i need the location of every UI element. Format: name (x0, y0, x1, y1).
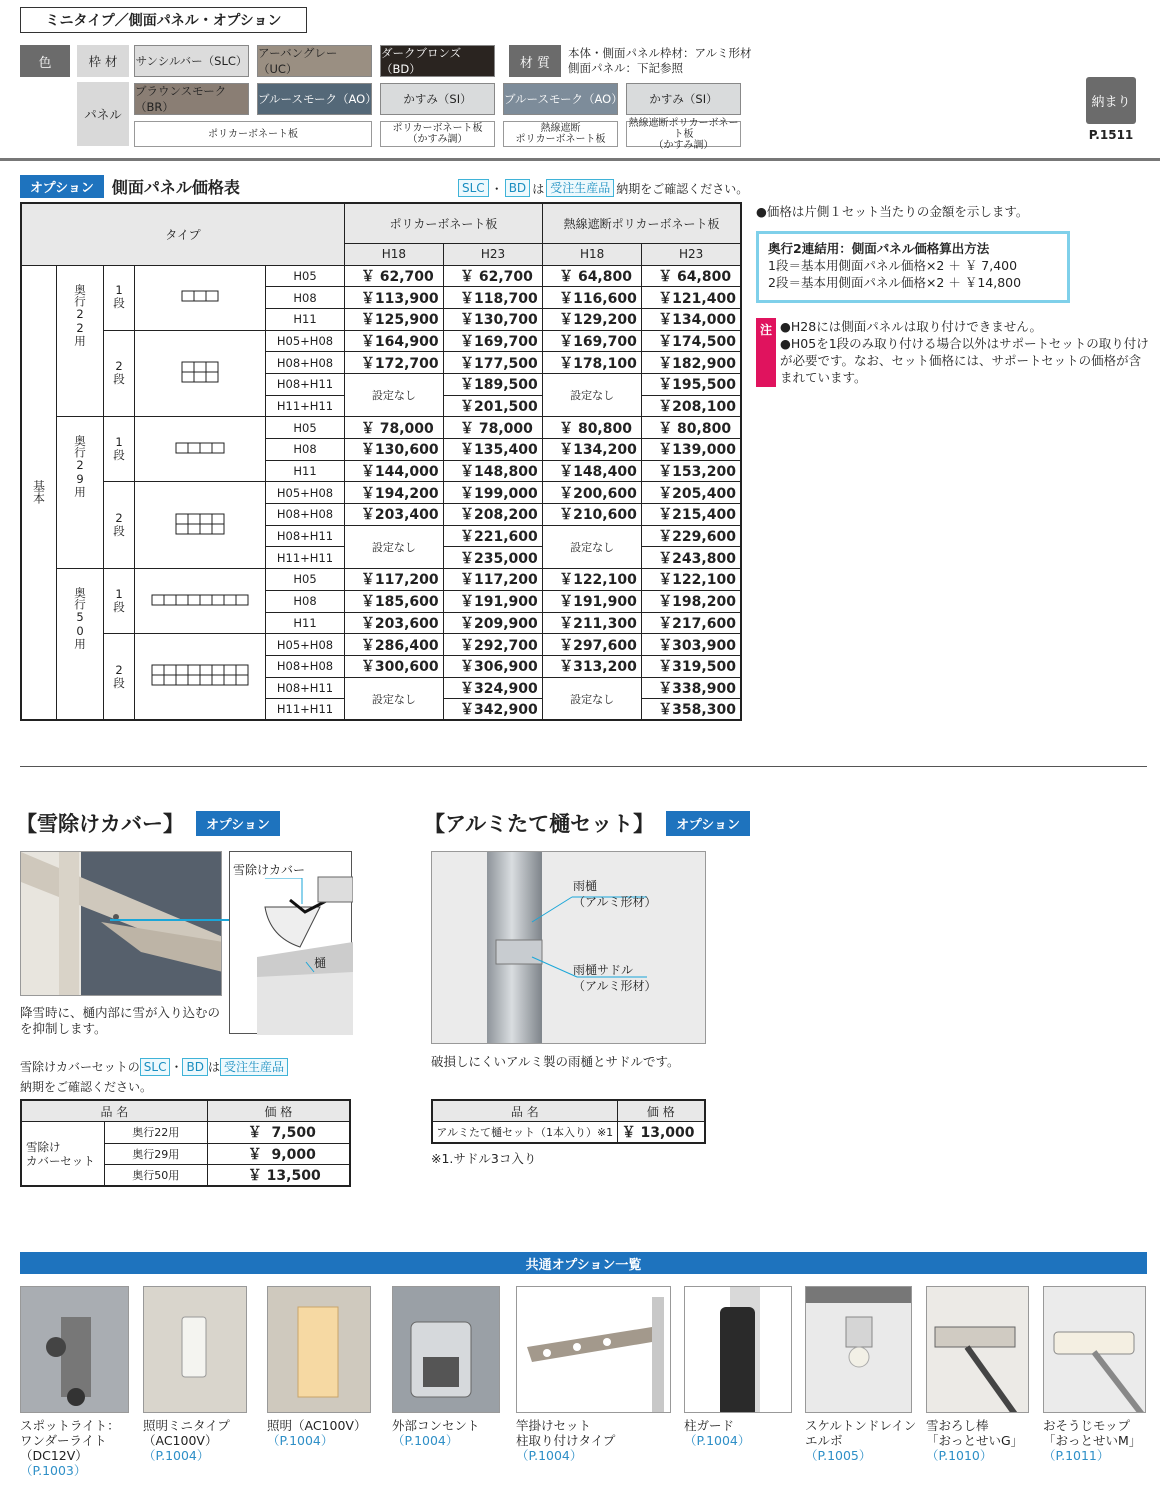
panel-material-note: 熱線遮断ポリカーボネート板 （かすみ調） (626, 121, 741, 147)
gutter-desc: 破損しにくいアルミ製の雨樋とサドルです。 (431, 1054, 680, 1069)
snow-cover-photo-art (21, 852, 222, 996)
snow-dot: ・ (170, 1060, 183, 1074)
section-divider (20, 766, 1147, 767)
wa-text: は (532, 181, 545, 196)
gutter-title: 【アルミたて樋セット】 (424, 812, 655, 836)
common-option-name: 外部コンセント (392, 1418, 480, 1433)
price-cell: ￥201,500 (443, 395, 542, 417)
price-cell: ￥178,100 (543, 352, 642, 374)
price-cell: ￥185,600 (344, 590, 443, 612)
size-cell: H11 (266, 308, 345, 330)
price-cell: ￥169,700 (443, 330, 542, 352)
panel-color-swatch: かすみ（SI） (380, 83, 495, 115)
price-cell: ￥117,200 (344, 569, 443, 591)
panel-type-icon (135, 417, 266, 482)
price-cell: ￥229,600 (642, 525, 741, 547)
price-cell: ￥153,200 (642, 460, 741, 482)
common-option-item[interactable] (684, 1418, 806, 1448)
price-cell: ￥199,000 (443, 482, 542, 504)
panel-color-swatch: ブルースモーク（AO） (503, 83, 618, 115)
price-cell: ￥116,600 (543, 287, 642, 309)
snow-note-pre: 雪除けカバーセットの (20, 1060, 140, 1074)
price-cell: ￥182,900 (642, 352, 741, 374)
gutter-footnote: ※1.サドル3コ入り (431, 1151, 537, 1166)
price-cell: ￥122,100 (642, 569, 741, 591)
common-option-item[interactable] (392, 1418, 514, 1448)
material-line-1: 本体・側面パネル枠材：アルミ形材 (568, 46, 752, 60)
snow-note-post: 納期をご確認ください。 (20, 1080, 153, 1094)
dot: ・ (490, 181, 503, 196)
dan-cell (104, 330, 135, 417)
price-cell: ￥303,900 (642, 634, 741, 656)
price-cell: ￥194,200 (344, 482, 443, 504)
price-cell: ￥130,600 (344, 439, 443, 461)
gutter-photo (431, 851, 706, 1044)
common-option-name: 竿掛けセット 柱取り付けタイプ (516, 1418, 616, 1448)
calc-box (756, 231, 1070, 303)
snow-cover-heading (16, 808, 280, 838)
option-title: 側面パネル価格表 (111, 178, 240, 197)
snow-row-price: ￥ 13,500 (207, 1165, 350, 1187)
snow-cover-connector (110, 919, 230, 921)
warning-notes (780, 318, 1152, 386)
frame-color-swatch: サンシルバー（SLC） (134, 45, 249, 77)
size-cell: H08+H08 (266, 504, 345, 526)
size-cell: H11 (266, 612, 345, 634)
gutter-product: アルミたて樋セット（1本入り）※1 (432, 1122, 617, 1144)
panel-grid-icon (175, 442, 225, 454)
price-cell: ￥129,200 (543, 308, 642, 330)
price-cell: ￥148,800 (443, 460, 542, 482)
common-option-name: 照明ミニタイプ （AC100V） (143, 1418, 230, 1448)
warning-2: ●H05を1段のみ取り付ける場合以外はサポートセットの取り付けが必要です。なお、セット価格には、サポートセットの価格が含まれています。 (780, 336, 1149, 385)
size-cell: H08+H08 (266, 352, 345, 374)
common-option-item[interactable] (805, 1418, 926, 1463)
price-cell: ￥ 78,000 (443, 417, 542, 439)
price-cell: ￥ 62,700 (344, 265, 443, 287)
price-cell: ￥286,400 (344, 634, 443, 656)
price-cell: ￥ 80,800 (642, 417, 741, 439)
price-cell: ￥ 62,700 (443, 265, 542, 287)
snow-cover-title: 【雪除けカバー】 (16, 812, 184, 836)
header-rule (0, 158, 1160, 161)
price-cell: ￥ 64,800 (543, 265, 642, 287)
common-option-page[interactable]: （P.1010） (926, 1448, 993, 1463)
option-note-text: 納期をご確認ください。 (616, 181, 749, 196)
gutter-price: ￥ 13,000 (617, 1122, 705, 1144)
size-cell: H11+H11 (266, 699, 345, 721)
common-option-name: 照明（AC100V） (267, 1418, 367, 1433)
price-cell: ￥122,100 (543, 569, 642, 591)
mini-light-photo (143, 1286, 247, 1413)
snow-cover-diagram (229, 851, 352, 1034)
price-cell: ￥125,900 (344, 308, 443, 330)
price-cell: ￥210,600 (543, 504, 642, 526)
pillar-guard-photo (684, 1286, 792, 1413)
pole-hanger-photo (516, 1286, 671, 1413)
color-label: 色 (20, 45, 70, 77)
none-cell: 設定なし (543, 373, 642, 416)
dan-cell (104, 482, 135, 569)
price-cell: ￥338,900 (642, 677, 741, 699)
price-cell: ￥118,700 (443, 287, 542, 309)
none-cell: 設定なし (543, 677, 642, 720)
price-cell: ￥313,200 (543, 655, 642, 677)
panel-color-swatch: ブラウンスモーク（BR） (134, 83, 249, 115)
price-cell: ￥319,500 (642, 655, 741, 677)
price-cell: ￥300,600 (344, 655, 443, 677)
col-h18-header: H18 (344, 243, 443, 265)
skeleton-drain-elbow-photo (805, 1286, 912, 1413)
price-cell: ￥148,400 (543, 460, 642, 482)
slc-tag: SLC (458, 179, 489, 197)
common-option-page[interactable]: （P.1004） (392, 1433, 459, 1448)
price-note: ●価格は片側１セット当たりの金額を示します。 (756, 204, 1029, 219)
price-cell: ￥121,400 (642, 287, 741, 309)
panel-type-icon (135, 330, 266, 417)
price-cell: ￥203,400 (344, 504, 443, 526)
light-photo (267, 1286, 371, 1413)
price-cell: ￥130,700 (443, 308, 542, 330)
none-cell: 設定なし (344, 525, 443, 568)
price-cell: ￥297,600 (543, 634, 642, 656)
price-cell: ￥113,900 (344, 287, 443, 309)
snow-slc-tag: SLC (140, 1058, 171, 1076)
price-cell: ￥243,800 (642, 547, 741, 569)
price-cell: ￥ 64,800 (642, 265, 741, 287)
common-option-item[interactable] (143, 1418, 261, 1463)
size-cell: H08 (266, 287, 345, 309)
panel-type-icon (135, 265, 266, 330)
page-title-box (20, 7, 307, 33)
dan-cell (104, 265, 135, 330)
price-cell: ￥292,700 (443, 634, 542, 656)
size-cell: H05+H08 (266, 482, 345, 504)
panel-grid-icon (181, 290, 219, 302)
depth-label (57, 265, 104, 417)
size-cell: H11+H11 (266, 395, 345, 417)
snow-cover-desc: 降雪時に、樋内部に雪が入り込むのを抑制します。 (20, 1005, 221, 1036)
option-note (458, 179, 748, 197)
none-cell: 設定なし (344, 677, 443, 720)
panel-material-note: ポリカーボネート板 （かすみ調） (380, 121, 495, 147)
size-cell: H08 (266, 439, 345, 461)
price-cell: ￥164,900 (344, 330, 443, 352)
cleaning-mop-photo (1043, 1286, 1146, 1413)
dan-text: 1段 (112, 435, 126, 461)
frame-color-swatch: ダークブロンズ（BD） (380, 45, 495, 77)
common-option-page[interactable]: （P.1004） (684, 1433, 751, 1448)
size-cell: H08 (266, 590, 345, 612)
snow-made-to-order-tag: 受注生産品 (220, 1058, 288, 1076)
price-cell: ￥358,300 (642, 699, 741, 721)
dan-cell (104, 634, 135, 721)
common-option-page[interactable]: （P.1011） (1043, 1448, 1110, 1463)
common-option-name: おそうじモップ 「おっとせいM」 (1043, 1418, 1142, 1448)
option-badge: オプション (20, 175, 104, 198)
common-option-page[interactable]: （P.1004） (143, 1448, 210, 1463)
page-ref: P.1511 (1088, 128, 1134, 142)
snow-row-name: 奥行22用 (104, 1122, 207, 1144)
label-pipe: 雨樋 （アルミ形材） (573, 879, 657, 909)
material-label: 材 質 (509, 45, 561, 77)
price-cell: ￥134,000 (642, 308, 741, 330)
price-cell: ￥191,900 (543, 590, 642, 612)
bd-tag: BD (505, 179, 530, 197)
snow-col-price: 価 格 (207, 1100, 350, 1122)
price-cell: ￥177,500 (443, 352, 542, 374)
price-cell: ￥134,200 (543, 439, 642, 461)
dan-text: 2段 (112, 359, 126, 385)
label-cover: 雪除けカバー (233, 863, 306, 877)
snow-bd-tag: BD (182, 1058, 207, 1076)
frame-label: 枠 材 (77, 45, 129, 77)
size-cell: H11 (266, 460, 345, 482)
snow-wa: は (207, 1060, 220, 1074)
snow-row-name: 奥行50用 (104, 1165, 207, 1187)
panel-type-icon (135, 482, 266, 569)
price-cell: ￥306,900 (443, 655, 542, 677)
depth-label (57, 417, 104, 569)
depth-text: 奥行22用 (73, 283, 87, 346)
panel-material-note: ポリカーボネート板 (134, 121, 372, 147)
size-cell: H05 (266, 417, 345, 439)
size-cell: H11+H11 (266, 547, 345, 569)
dan-text: 1段 (112, 283, 126, 309)
panel-grid-icon (175, 513, 225, 535)
gutter-badge: オプション (666, 811, 750, 836)
price-cell: ￥144,000 (344, 460, 443, 482)
snow-cover-diagram-art (230, 852, 353, 1035)
common-option-page[interactable]: （P.1004） (267, 1433, 334, 1448)
none-cell: 設定なし (344, 373, 443, 416)
snow-cover-note (20, 1057, 320, 1097)
price-cell: ￥203,600 (344, 612, 443, 634)
price-cell: ￥200,600 (543, 482, 642, 504)
calc-line-2: 2段＝基本用側面パネル価格×2 ＋ ￥14,800 (768, 275, 1022, 290)
price-cell: ￥208,100 (642, 395, 741, 417)
price-cell: ￥221,600 (443, 525, 542, 547)
panel-type-icon (135, 634, 266, 721)
dan-text: 2段 (112, 662, 126, 689)
material-line-2: 側面パネル：下記参照 (568, 61, 683, 75)
snow-product-name: 雪除け カバーセット (21, 1122, 104, 1187)
price-cell: ￥205,400 (642, 482, 741, 504)
common-option-page[interactable]: （P.1005） (805, 1448, 872, 1463)
warning-1: ●H28には側面パネルは取り付けできません。 (780, 319, 1042, 334)
price-cell: ￥117,200 (443, 569, 542, 591)
price-cell: ￥215,400 (642, 504, 741, 526)
col-heat-header: 熱線遮断ポリカーボネート板 (543, 203, 741, 243)
made-to-order-tag: 受注生産品 (546, 179, 614, 197)
type-header: タイプ (21, 203, 344, 265)
depth-text: 奥行50用 (73, 587, 87, 650)
common-option-name: スケルトンドレイン エルボ (805, 1418, 917, 1448)
snow-cover-price-table (20, 1099, 351, 1187)
col-h23-header: H23 (642, 243, 741, 265)
size-cell: H08+H11 (266, 525, 345, 547)
gutter-photo-art (432, 852, 706, 1044)
size-cell: H05 (266, 265, 345, 287)
label-saddle: 雨樋サドル （アルミ形材） (573, 963, 657, 993)
size-cell: H05 (266, 569, 345, 591)
price-cell: ￥342,900 (443, 699, 542, 721)
common-option-page[interactable]: （P.1003） (20, 1463, 87, 1478)
panel-label: パネル (77, 82, 129, 146)
material-text (568, 46, 752, 76)
snow-row-name: 奥行29用 (104, 1143, 207, 1165)
price-cell: ￥169,700 (543, 330, 642, 352)
common-options-bar: 共通オプション一覧 (20, 1252, 1147, 1274)
col-poly-header: ポリカーボネート板 (344, 203, 542, 243)
price-cell: ￥235,000 (443, 547, 542, 569)
panel-grid-icon (181, 361, 219, 383)
page-ref-button[interactable]: 納まり (1086, 77, 1136, 124)
price-cell: ￥211,300 (543, 612, 642, 634)
price-cell: ￥189,500 (443, 373, 542, 395)
price-cell: ￥ 80,800 (543, 417, 642, 439)
price-cell: ￥198,200 (642, 590, 741, 612)
price-cell: ￥209,900 (443, 612, 542, 634)
size-cell: H08+H08 (266, 655, 345, 677)
dan-cell (104, 569, 135, 634)
common-option-name: 雪おろし棒 「おっとせいG」 (926, 1418, 1024, 1448)
option-heading (20, 175, 240, 198)
depth-label (57, 569, 104, 721)
snow-row-price: ￥ 7,500 (207, 1122, 350, 1144)
calc-line-1: 1段＝基本用側面パネル価格×2 ＋ ￥ 7,400 (768, 258, 1018, 273)
size-cell: H08+H11 (266, 373, 345, 395)
panel-material-note: 熱線遮断 ポリカーボネート板 (503, 121, 618, 147)
spotlight-photo (20, 1286, 129, 1413)
side-panel-price-table (20, 202, 742, 721)
panel-color-swatch: ブルースモーク（AO） (257, 83, 372, 115)
snow-cover-badge: オプション (196, 811, 280, 836)
gutter-col-name: 品 名 (432, 1100, 617, 1122)
kihon-label: 基本 (21, 265, 57, 720)
col-h23-header: H23 (443, 243, 542, 265)
dan-text: 1段 (112, 586, 126, 613)
panel-type-icon (135, 569, 266, 634)
snow-stick-photo (926, 1286, 1029, 1413)
dan-text: 2段 (112, 511, 126, 537)
common-option-item[interactable] (516, 1418, 685, 1463)
common-option-item[interactable] (1043, 1418, 1160, 1463)
gutter-price-table (431, 1099, 706, 1144)
common-option-page[interactable]: （P.1004） (516, 1448, 583, 1463)
col-h18-header: H18 (543, 243, 642, 265)
price-cell: ￥135,400 (443, 439, 542, 461)
price-cell: ￥191,900 (443, 590, 542, 612)
gutter-col-price: 価 格 (617, 1100, 705, 1122)
panel-grid-icon (151, 664, 249, 686)
page-title: ミニタイプ／側面パネル・オプション (45, 13, 282, 29)
size-cell: H05+H08 (266, 330, 345, 352)
depth-text: 奥行29用 (73, 435, 87, 498)
price-cell: ￥ 78,000 (344, 417, 443, 439)
size-cell: H08+H11 (266, 677, 345, 699)
snow-cover-photo (20, 851, 222, 996)
price-cell: ￥208,200 (443, 504, 542, 526)
common-option-item[interactable] (267, 1418, 385, 1448)
common-option-name: スポットライト： ワンダーライト （DC12V） (20, 1418, 120, 1463)
none-cell: 設定なし (543, 525, 642, 568)
snow-row-price: ￥ 9,000 (207, 1143, 350, 1165)
price-cell: ￥139,000 (642, 439, 741, 461)
calc-title: 奥行2連結用：側面パネル価格算出方法 (768, 241, 990, 256)
dan-cell (104, 417, 135, 482)
price-cell: ￥174,500 (642, 330, 741, 352)
price-cell: ￥324,900 (443, 677, 542, 699)
price-cell: ￥195,500 (642, 373, 741, 395)
price-cell: ￥172,700 (344, 352, 443, 374)
price-cell: ￥217,600 (642, 612, 741, 634)
frame-color-swatch: アーバングレー（UC） (257, 45, 372, 77)
panel-color-swatch: かすみ（SI） (626, 83, 741, 115)
outdoor-outlet-photo (392, 1286, 500, 1413)
snow-col-name: 品 名 (21, 1100, 207, 1122)
common-option-name: 柱ガード (684, 1418, 735, 1433)
panel-grid-icon (151, 594, 249, 606)
label-gutter: 樋 (314, 956, 327, 970)
common-option-item[interactable] (20, 1418, 143, 1478)
size-cell: H05+H08 (266, 634, 345, 656)
common-option-item[interactable] (926, 1418, 1043, 1463)
gutter-heading (424, 808, 750, 838)
warning-label: 注 (756, 318, 776, 387)
